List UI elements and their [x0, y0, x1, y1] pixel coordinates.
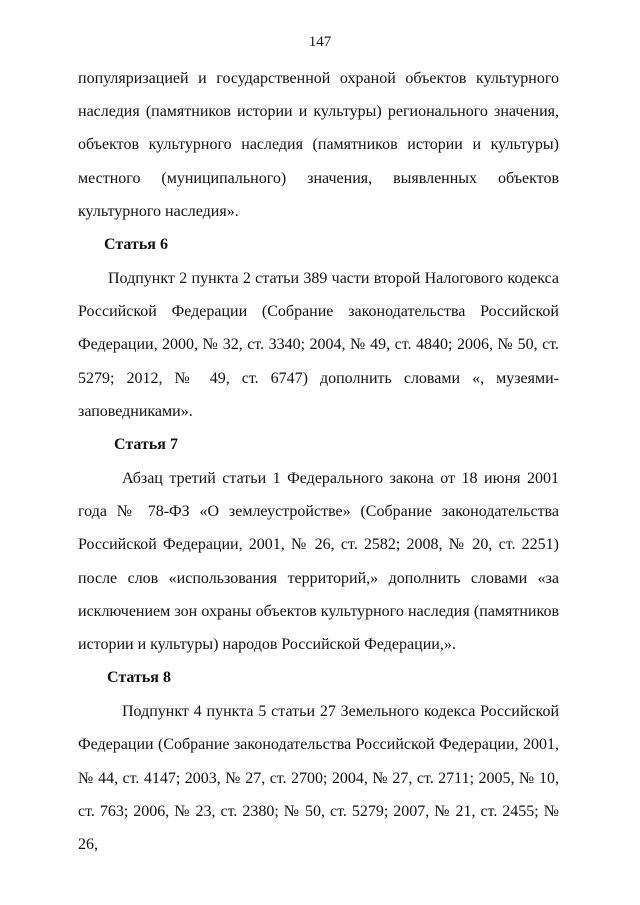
page-content [78, 62, 559, 861]
article-7-heading: Статья 7 [114, 436, 178, 454]
article-8-heading: Статья 8 [107, 669, 171, 687]
article-6-text: Подпункт 2 пункта 2 статьи 389 части второй Налогового кодекса Российской Федерации (Собрание законодательства Российской Федерации, 2000, № 32, ст. 3340; 2004, № 49, ст. 4840; 2006, № 50, ст. 5279; 2012, № 49, ст. 6747) дополнить словами «, музеями-заповедниками». [78, 270, 559, 420]
page-number: 147 [308, 34, 332, 50]
article-8-text: Подпункт 4 пункта 5 статьи 27 Земельного кодекса Российской Федерации (Собрание законодательства Российской Федерации, 2001, № 44, ст. 4147; 2003, № 27, ст. 2700; 2004, № 27, ст. 2711; 2005, № 10, ст. 763; 2006, № 23, ст. 2380; № 50, ст. 5279; 2007, № 21, ст. 2455; № 26, [78, 703, 559, 854]
intro-paragraph: популяризацией и государственной охраной объектов культурного наследия (памятников истории и культуры) регионального значения, объектов культурного наследия (памятников истории и культуры) местного (муниципального) значения, выявленных объектов культурного наследия». [78, 70, 559, 220]
article-7-text: Абзац третий статьи 1 Федерального закона от 18 июня 2001 года № 78-ФЗ «О землеустройстве» (Собрание законодательства Российской Федерации, 2001, № 26, ст. 2582; 2008, № 20, ст. 2251) после слов «использования территорий,» дополнить словами «за исключением зон охраны объектов культурного наследия (памятников истории и культуры) народов Российской Федерации,». [78, 470, 559, 654]
article-6-heading: Статья 6 [104, 236, 168, 254]
